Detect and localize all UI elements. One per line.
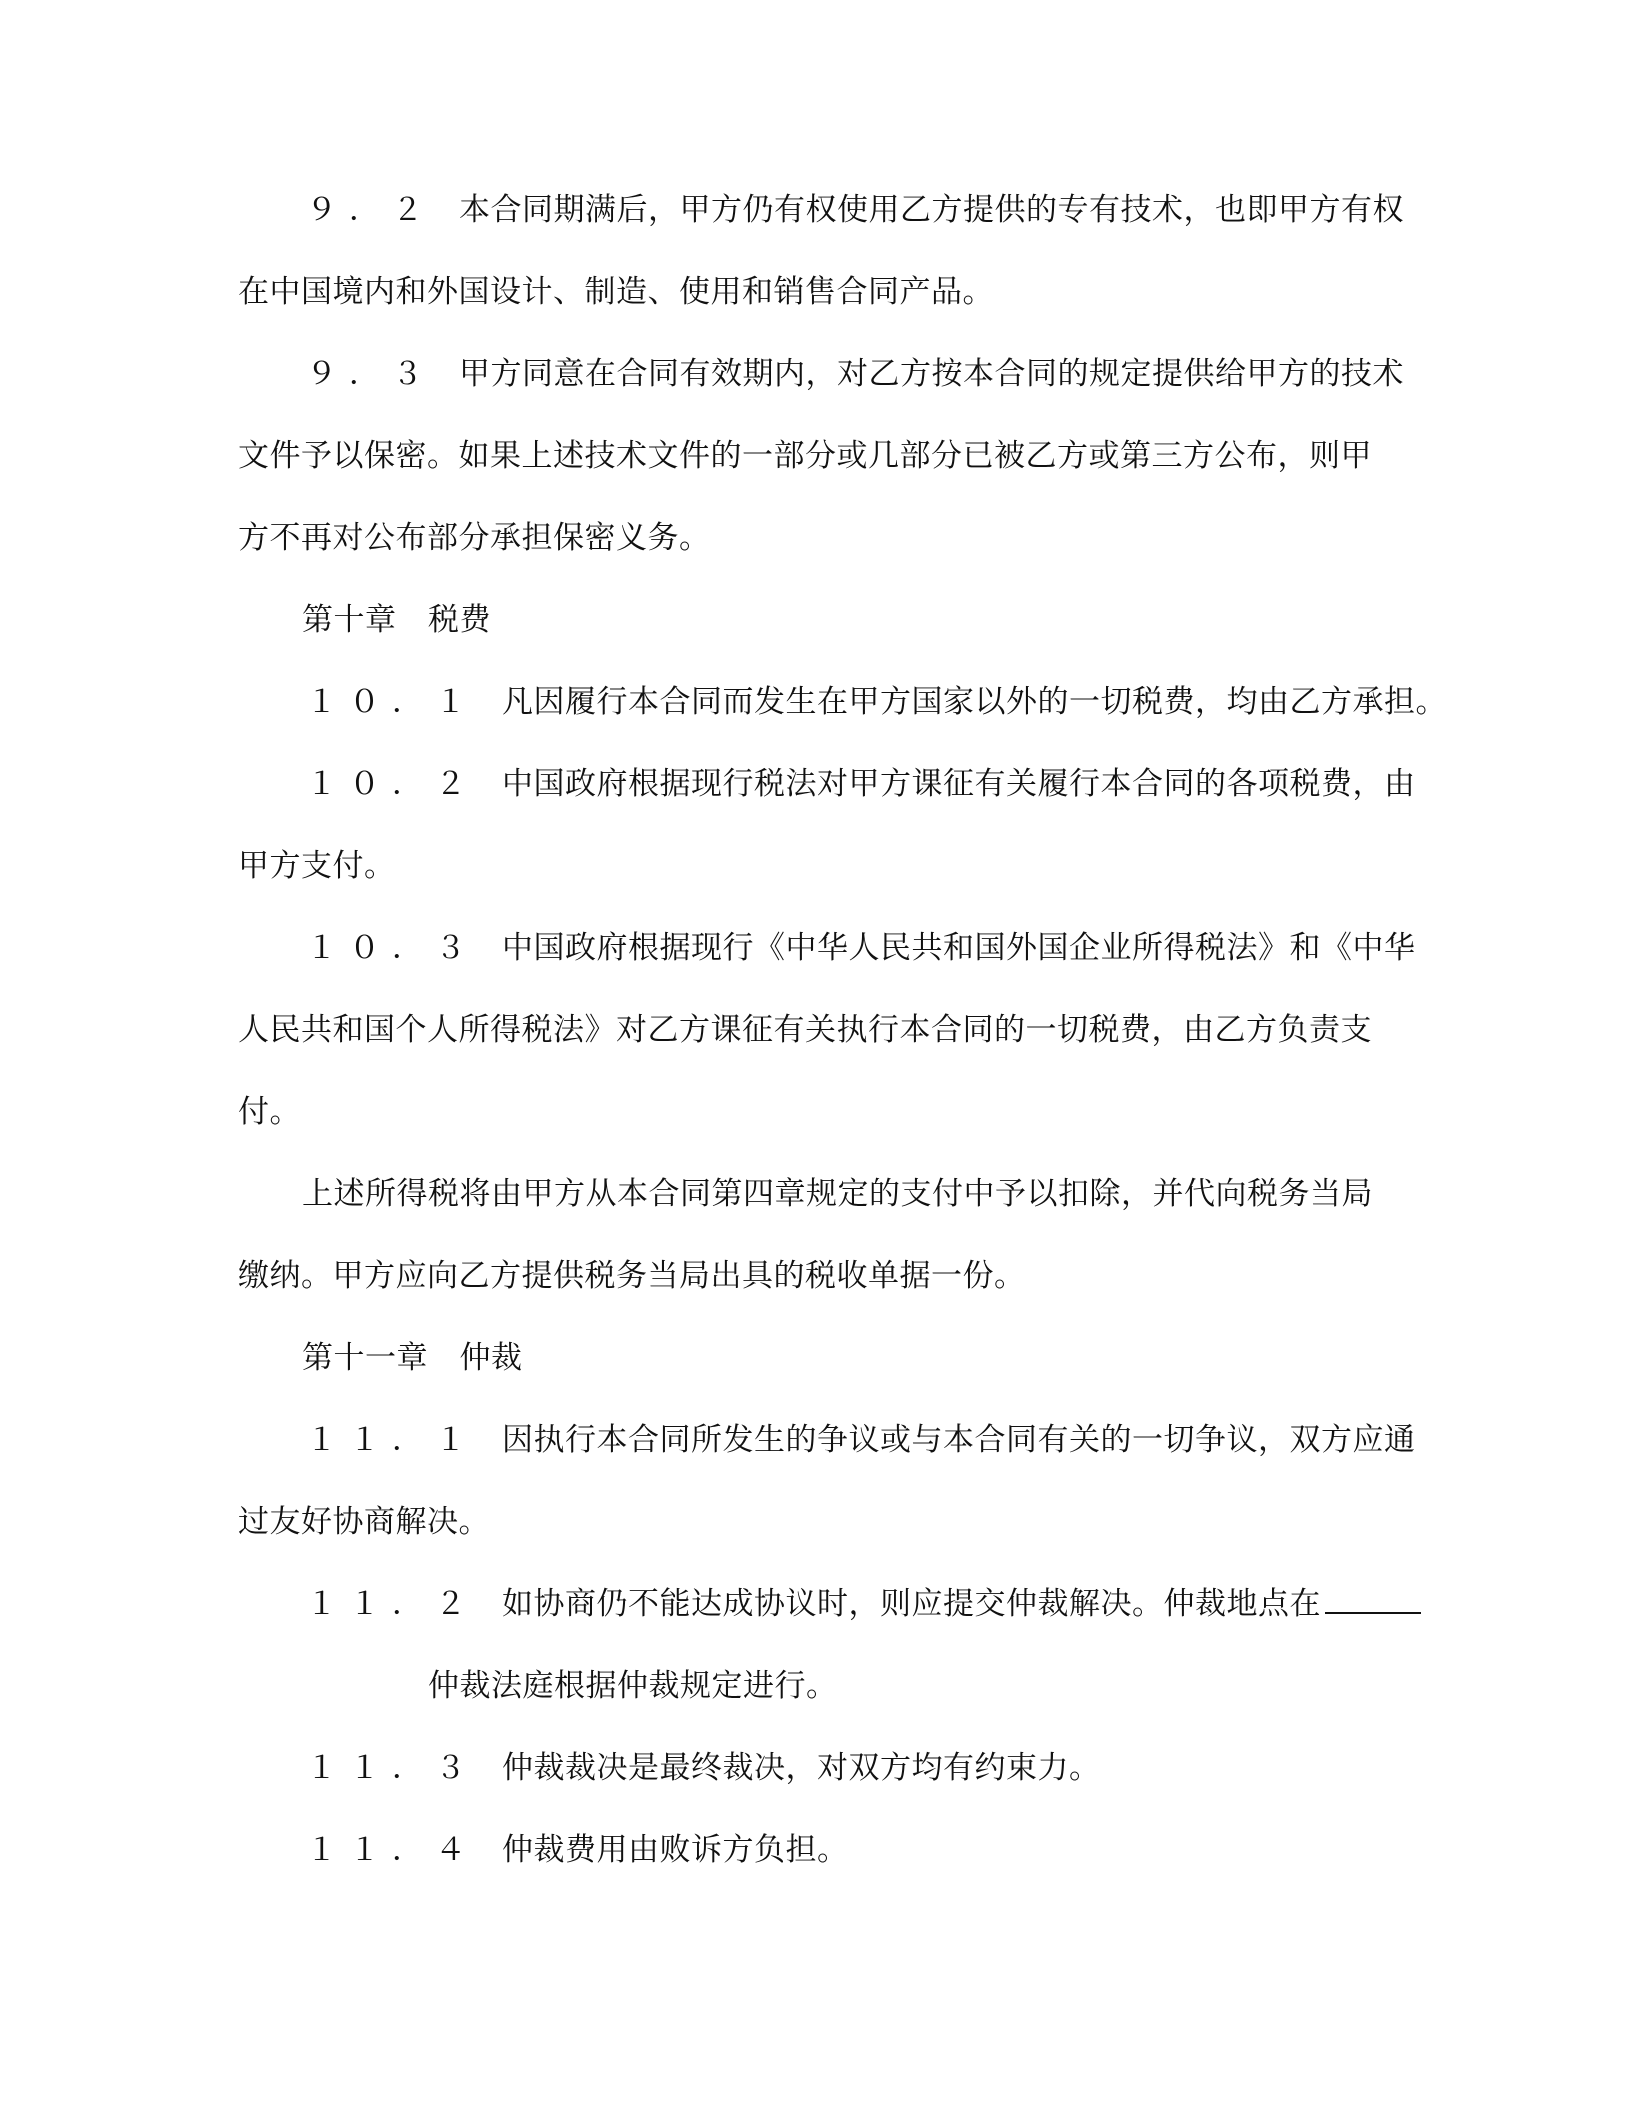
paragraph-text: 过友好协商解决。 [238,1504,490,1540]
section-9-2-first-line [306,190,1404,230]
chapter-11-heading: 第十一章 仲裁 [302,1340,523,1376]
paragraph-text: 中国政府根据现行《中华人民共和国外国企业所得税法》和《中华 [502,930,1416,966]
section-number: ９．３ [306,356,435,392]
section-10-3-line-3 [238,1092,301,1132]
section-number: １０．１ [306,684,478,720]
paragraph-text: 本合同期满后，甲方仍有权使用乙方提供的专有技术，也即甲方有权 [459,192,1404,228]
paragraph-text: 中国政府根据现行税法对甲方课征有关履行本合同的各项税费，由 [502,766,1416,802]
section-11-3-first-line [306,1748,1101,1788]
section-10-2-first-line [306,764,1416,804]
section-11-4-first-line [306,1830,849,1870]
chapter-10-heading: 第十章 税费 [302,602,491,638]
paragraph-text: 凡因履行本合同而发生在甲方国家以外的一切税费，均由乙方承担。 [502,684,1447,720]
section-number: １１．４ [306,1832,478,1868]
section-9-3-line-2 [238,436,1372,476]
section-11-1-line-2 [238,1502,490,1542]
section-number: １１．２ [306,1586,478,1622]
paragraph-text: 在中国境内和外国设计、制造、使用和销售合同产品。 [238,274,994,310]
section-10-1-first-line [306,682,1447,722]
paragraph-text: 仲裁费用由败诉方负担。 [502,1832,849,1868]
paragraph-text: 因执行本合同所发生的争议或与本合同有关的一切争议，双方应通 [502,1422,1416,1458]
paragraph-text: 仲裁法庭根据仲裁规定进行。 [428,1668,838,1704]
section-number: １０．３ [306,930,478,966]
section-number: １１．１ [306,1422,478,1458]
section-9-3-line-3 [238,518,711,558]
section-number: １０．２ [306,766,478,802]
paragraph-text: 甲方同意在合同有效期内，对乙方按本合同的规定提供给甲方的技术 [459,356,1404,392]
paragraph-text: 缴纳。甲方应向乙方提供税务当局出具的税收单据一份。 [238,1258,1026,1294]
paragraph-text: 甲方支付。 [238,848,396,884]
paragraph-text: 付。 [238,1094,301,1130]
section-11-2-first-line [306,1584,1421,1624]
paragraph-text: 文件予以保密。如果上述技术文件的一部分或几部分已被乙方或第三方公布，则甲 [238,438,1372,474]
section-number: １１．３ [306,1750,478,1786]
section-number: ９．２ [306,192,435,228]
section-10-2-line-2 [238,846,396,886]
paragraph-text: 方不再对公布部分承担保密义务。 [238,520,711,556]
section-11-2-line-2 [428,1666,838,1706]
tax-paragraph-line-2 [238,1256,1026,1296]
fill-in-blank [1325,1584,1421,1614]
paragraph-text: 上述所得税将由甲方从本合同第四章规定的支付中予以扣除，并代向税务当局 [302,1176,1373,1212]
section-9-2-line-2 [238,272,994,312]
section-9-3-first-line [306,354,1404,394]
tax-paragraph-first-line [302,1174,1373,1214]
section-10-3-first-line [306,928,1416,968]
paragraph-text: 人民共和国个人所得税法》对乙方课征有关执行本合同的一切税费，由乙方负责支 [238,1012,1372,1048]
paragraph-text: 仲裁裁决是最终裁决，对双方均有约束力。 [502,1750,1101,1786]
section-11-1-first-line [306,1420,1416,1460]
section-10-3-line-2 [238,1010,1372,1050]
paragraph-text: 如协商仍不能达成协议时，则应提交仲裁解决。仲裁地点在 [502,1586,1321,1622]
